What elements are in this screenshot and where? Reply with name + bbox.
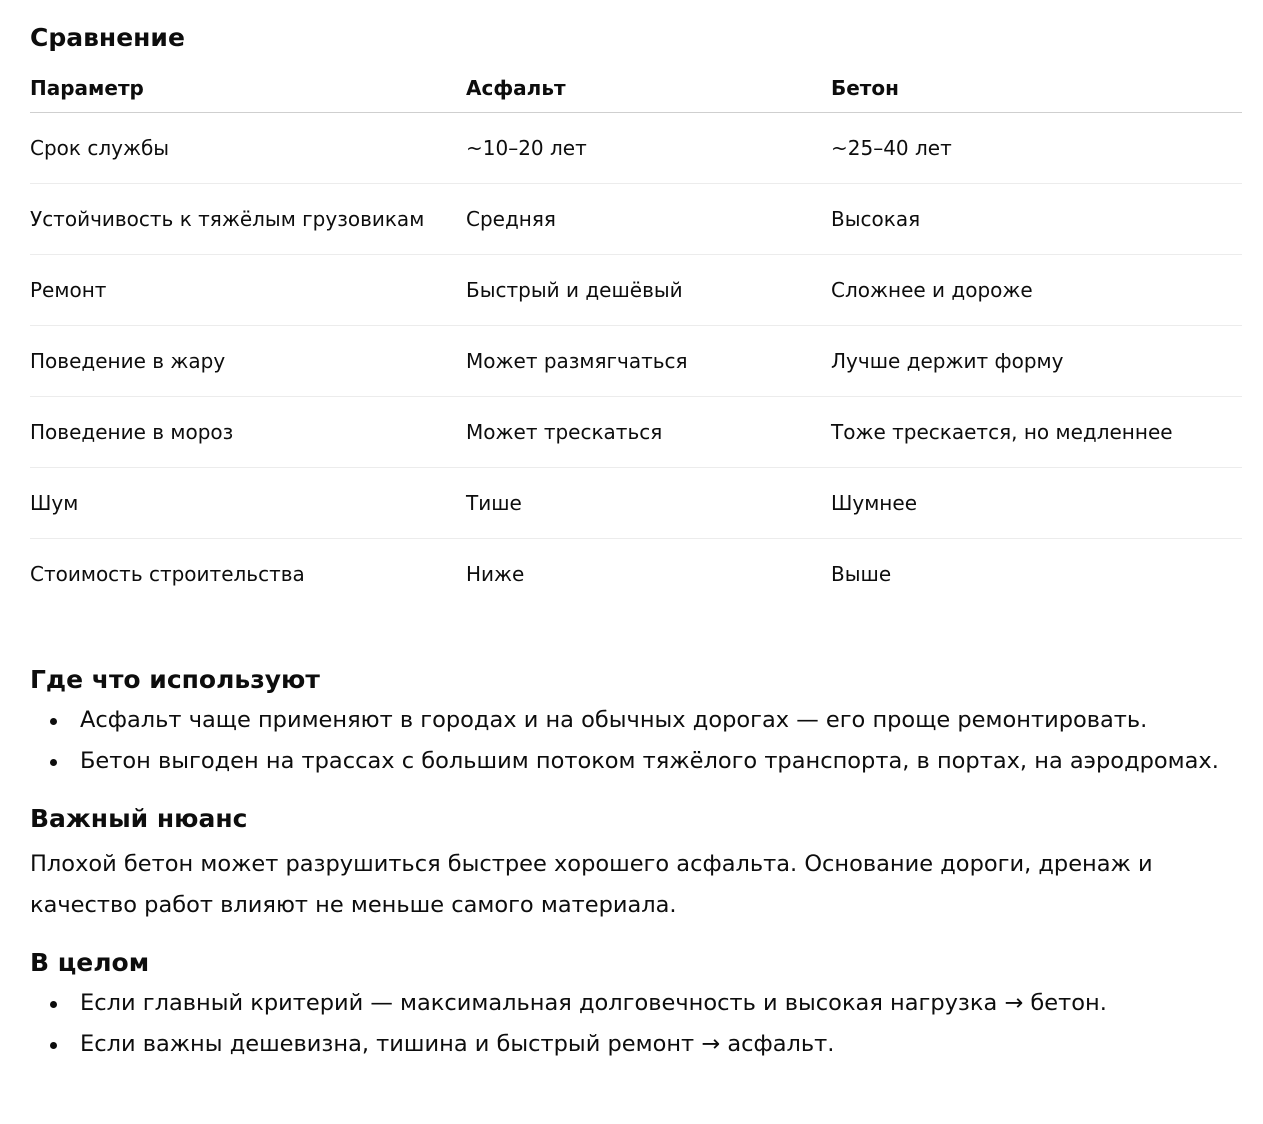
list-item [30,700,1242,741]
table-cell-parameter: Ремонт [30,255,466,326]
table-row [30,255,1242,326]
usage-list [30,700,1242,782]
section-title-usage: Где что используют [30,665,320,694]
table-cell-parameter: Поведение в мороз [30,397,466,468]
table-cell-concrete: ~25–40 лет [831,113,1242,184]
table-cell-parameter: Поведение в жару [30,326,466,397]
column-header-concrete: Бетон [831,64,1242,113]
table-cell-asphalt: Может трескаться [466,397,831,468]
section-title-summary: В целом [30,948,150,977]
table-cell-concrete: Выше [831,562,892,586]
table-header-row [30,64,1242,113]
list-item-text: Бетон выгоден на трассах с большим потоком тяжёлого транспорта, в портах, на аэродромах. [80,748,1219,774]
table-cell-asphalt: ~10–20 лет [466,113,831,184]
column-header-asphalt: Асфальт [466,64,831,113]
table-cell-concrete: Высокая [831,184,1242,255]
table-cell-asphalt: Тише [466,468,831,539]
table-cell-asphalt: Быстрый и дешёвый [466,255,831,326]
list-item [30,741,1242,782]
table-row [30,397,1242,468]
summary-list [30,983,1242,1065]
table-cell-concrete: Тоже трескается, но медленнее [831,397,1242,468]
table-cell-parameter: Устойчивость к тяжёлым грузовикам [30,184,466,255]
table-cell-asphalt: Ниже [466,562,525,586]
list-item-text: Асфальт чаще применяют в городах и на обычных дорогах — его проще ремонтировать. [80,707,1148,733]
bullet-icon [50,759,57,766]
table-cell-parameter: Шум [30,468,466,539]
table-row [30,468,1242,539]
section-title-comparison: Сравнение [30,23,185,52]
table-cell-asphalt: Может размягчаться [466,326,831,397]
section-title-nuance: Важный нюанс [30,804,248,833]
bullet-icon [50,1001,57,1008]
table-cell-concrete: Лучше держит форму [831,326,1242,397]
bullet-icon [50,1042,57,1049]
table-row [30,184,1242,255]
table-cell-concrete: Шумнее [831,468,1242,539]
table-cell-asphalt: Средняя [466,184,831,255]
table-cell-parameter: Стоимость строительства [30,562,305,586]
list-item [30,983,1242,1024]
bullet-icon [50,718,57,725]
comparison-table [30,64,1242,609]
nuance-paragraph: Плохой бетон может разрушиться быстрее хорошего асфальта. Основание дороги, дренаж и качество работ влияют не меньше самого материала. [30,851,1153,918]
list-item-text: Если важны дешевизна, тишина и быстрый ремонт → асфальт. [80,1031,835,1057]
table-row [30,539,1242,610]
table-row [30,113,1242,184]
column-header-parameter: Параметр [30,64,466,113]
table-cell-parameter: Срок службы [30,113,466,184]
table-cell-concrete: Сложнее и дороже [831,255,1242,326]
list-item [30,1024,1242,1065]
list-item-text: Если главный критерий — максимальная долговечность и высокая нагрузка → бетон. [80,990,1107,1016]
table-row [30,326,1242,397]
